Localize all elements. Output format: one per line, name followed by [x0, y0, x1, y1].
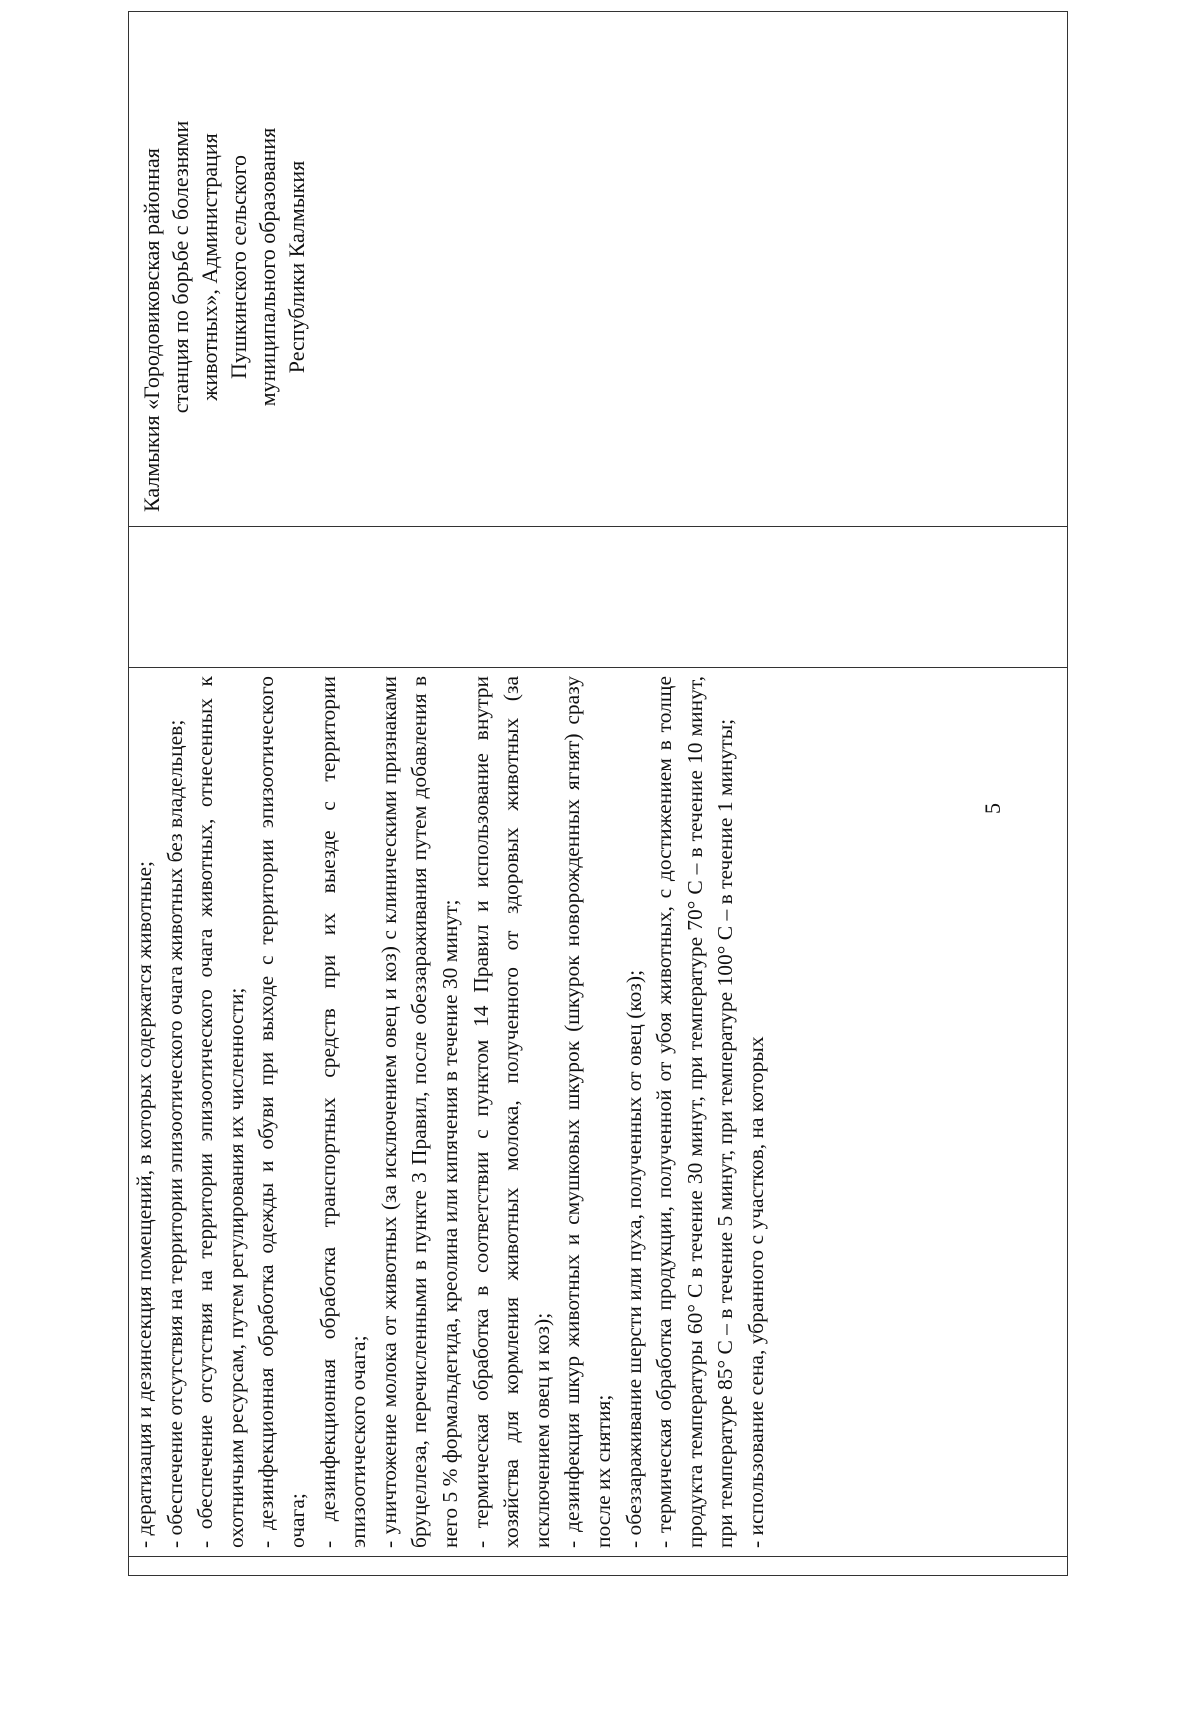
responsible-line: Пушкинского сельского [226, 155, 251, 379]
measure-item: - дератизация и дезинсекция помещений, в которых содержатся животные; [132, 861, 156, 1548]
responsible-line: станция по борьбе с болезнями [168, 120, 193, 414]
responsible-line: Калмыкия «Городовиковская районная [139, 148, 164, 512]
measure-item: - использование сена, убранного с участков, на которых [743, 1036, 768, 1548]
measure-item: - термическая обработка продукции, полученной от убоя животных, с достижением в толще продукта температуры 60° С в течение 30 минут, при температуре 70° С – в течение 10 минут, при температуре 85° С – в течение 5 минут, при температуре 100° С – в течение 1 минуты; [652, 676, 738, 1548]
measure-item: - дезинфекционная обработка одежды и обуви при выходе с территории эпизоотического очага; [254, 676, 309, 1548]
responsible-line: Республики Калмыкия [284, 160, 309, 374]
measures-table [128, 11, 1068, 1576]
number-cell [129, 1557, 1068, 1576]
table-row [129, 12, 1068, 1576]
responsible-line: муниципального образования [255, 127, 280, 407]
measure-item: - термическая обработка в соответствии с пунктом 14 Правил и использование внутри хозяйства для кормления животных молока, полученного от здоровых животных (за исключением овец и коз); [468, 676, 554, 1548]
responsible-text [137, 22, 311, 512]
responsible-cell [129, 12, 1068, 527]
measure-item: - обеззараживание шерсти или пуха, полученных от овец (коз); [621, 969, 646, 1548]
measures-list [129, 676, 771, 1548]
measure-item: - дезинфекция шкур животных и смушковых шкурок (шкурок новорожденных ягнят) сразу после их снятия; [560, 676, 615, 1548]
page-number: 5 [980, 803, 1005, 814]
measures-cell [129, 668, 1068, 1557]
deadline-cell [129, 527, 1068, 668]
rotated-page [128, 56, 1068, 1576]
measure-item: - обеспечение отсутствия на территории эпизоотического очага животных, отнесенных к охотничьим ресурсам, путем регулирования их численности; [193, 676, 248, 1548]
measure-item: - уничтожение молока от животных (за исключением овец и коз) с клиническими признаками бруцеллеза, перечисленными в пункте 3 Правил, после обеззараживания путем добавления в него 5 % формальдегида, креолина или кипячения в течение 30 минут; [376, 676, 462, 1548]
responsible-line: животных», Администрация [197, 133, 222, 401]
measure-item: - дезинфекционная обработка транспортных средств при их выезде с территории эпизоотического очага; [315, 676, 371, 1548]
measure-item: - обеспечение отсутствия на территории эпизоотического очага животных без владельцев; [162, 719, 187, 1548]
